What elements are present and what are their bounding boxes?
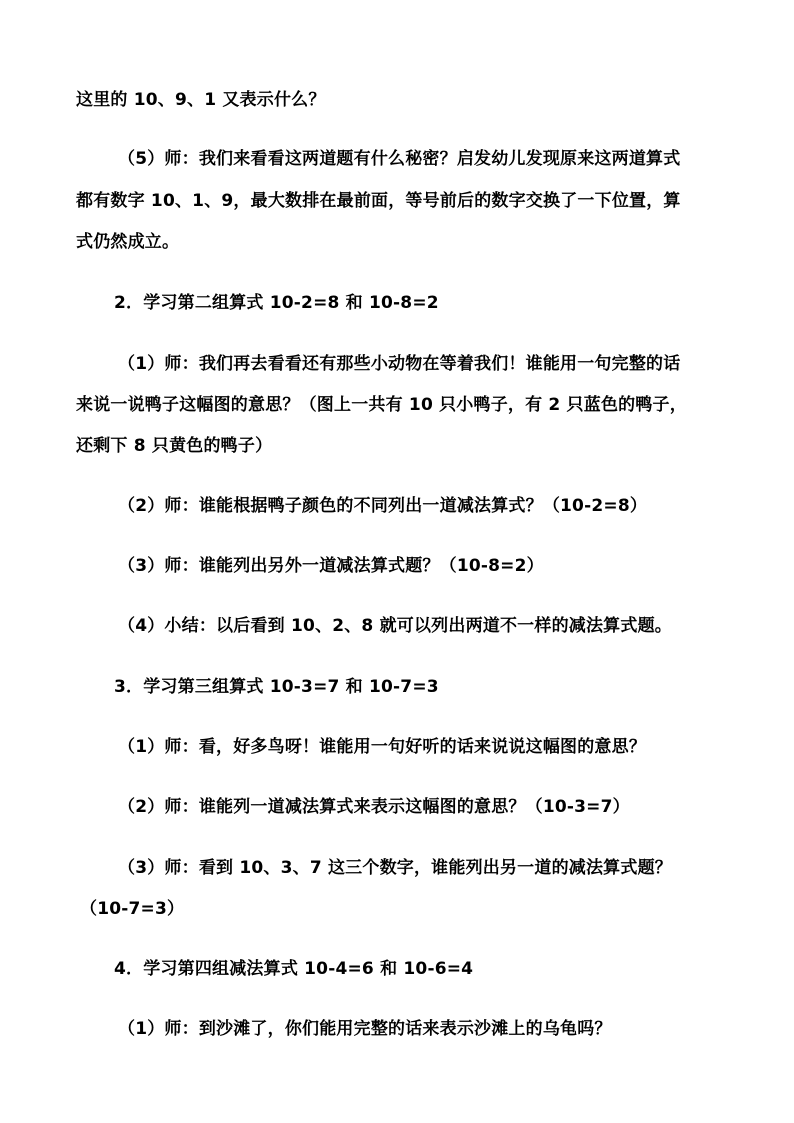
text-line-2: （5）师：我们来看看这两道题有什么秘密？启发幼儿发现原来这两道算式 — [118, 149, 681, 169]
text-line-7: 来说一说鸭子这幅图的意思？（图上一共有 10 只小鸭子，有 2 只蓝色的鸭子， — [76, 395, 687, 415]
section-heading-2: 2．学习第二组算式 10-2=8 和 10-8=2 — [114, 293, 439, 313]
text-line-1: 这里的 10、9、1 又表示什么？ — [76, 90, 326, 110]
text-line-9: （2）师：谁能根据鸭子颜色的不同列出一道减法算式？（10-2=8） — [118, 496, 648, 516]
section-heading-3: 3．学习第三组算式 10-3=7 和 10-7=3 — [114, 677, 439, 697]
text-line-13: （1）师：看，好多鸟呀！谁能用一句好听的话来说说这幅图的意思？ — [118, 737, 647, 757]
text-line-4: 式仍然成立。 — [76, 232, 180, 252]
section-heading-4: 4．学习第四组减法算式 10-4=6 和 10-6=4 — [114, 959, 474, 979]
text-line-3: 都有数字 10、1、9，最大数排在最前面，等号前后的数字交换了一下位置，算 — [76, 191, 681, 211]
text-line-6: （1）师：我们再去看看还有那些小动物在等着我们！谁能用一句完整的话 — [118, 354, 681, 374]
text-line-14: （2）师：谁能列一道减法算式来表示这幅图的意思？（10-3=7） — [118, 797, 630, 817]
text-line-11: （4）小结：以后看到 10、2、8 就可以列出两道不一样的减法算式题。 — [118, 616, 672, 636]
text-line-8: 还剩下 8 只黄色的鸭子） — [76, 436, 273, 456]
text-line-16: （10-7=3） — [80, 899, 185, 919]
text-line-18: （1）师：到沙滩了，你们能用完整的话来表示沙滩上的乌龟吗？ — [118, 1019, 612, 1039]
text-line-10: （3）师：谁能列出另外一道减法算式题？（10-8=2） — [118, 556, 544, 576]
text-line-15: （3）师：看到 10、3、7 这三个数字，谁能列出另一道的减法算式题？ — [118, 858, 672, 878]
